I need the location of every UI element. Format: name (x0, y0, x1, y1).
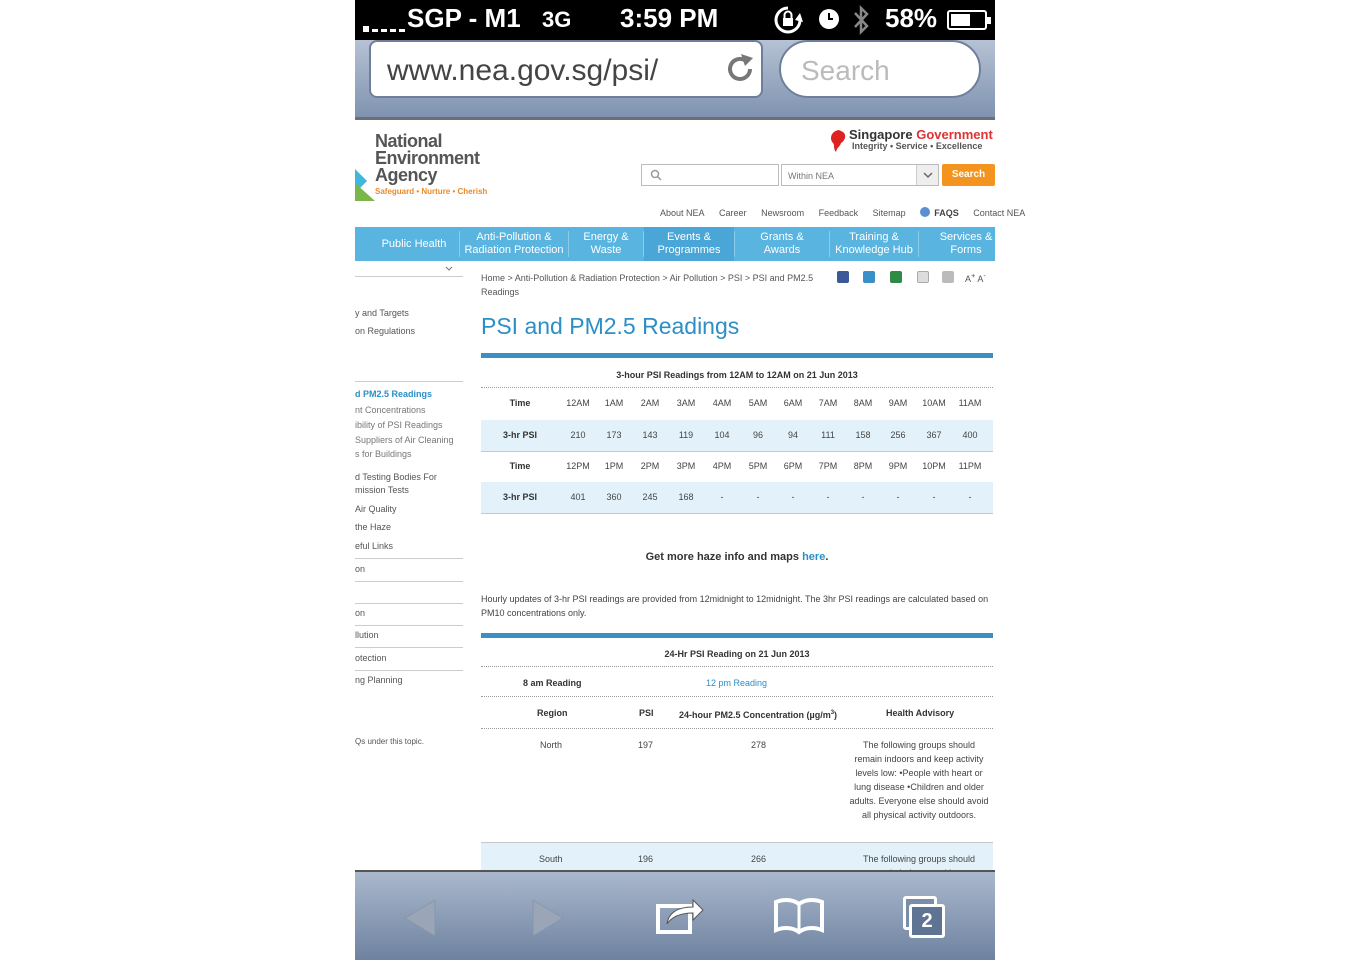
carrier-label: SGP - M1 (407, 3, 521, 33)
time-cell: 12AM (566, 398, 590, 408)
clock: 3:59 PM (620, 3, 719, 33)
psi-value-cell: - (896, 492, 900, 502)
tab-8am-reading[interactable]: 8 am Reading (523, 678, 582, 688)
region-cell: South (539, 854, 563, 864)
table-top-bar (481, 633, 993, 638)
col-health-advisory: Health Advisory (886, 708, 955, 718)
pm25-cell: 278 (751, 740, 767, 750)
print-icon[interactable] (942, 271, 954, 283)
time-cell: 2PM (640, 461, 660, 471)
link-feedback[interactable]: Feedback (818, 208, 859, 218)
alarm-icon (818, 8, 840, 30)
sidebar-item[interactable]: on (355, 564, 366, 574)
time-cell: 3PM (676, 461, 696, 471)
psi-value-cell: - (756, 492, 760, 502)
sidebar-item-active[interactable]: d PM2.5 Readings (355, 389, 433, 399)
link-about[interactable]: About NEA (660, 208, 705, 218)
nea-logo-text[interactable]: National Environment Agency (375, 131, 480, 185)
network-label: 3G (542, 7, 572, 32)
advisory-cell: The following groups should remain indoors and keep activity levels low: •People with heart or lung disease •Children and older adults. Everyone else should avoid all physical activity outdoors. (849, 740, 989, 820)
signal-strength-icon (363, 14, 408, 30)
psi-value-cell: - (720, 492, 724, 502)
time-cell: 9AM (888, 398, 908, 408)
psi-cell: 197 (638, 740, 654, 750)
psi-value-cell: 173 (606, 430, 622, 440)
psi-value-cell: 401 (570, 492, 586, 502)
share-icon[interactable] (655, 894, 705, 936)
psi-value-cell: 96 (752, 430, 763, 440)
psi-value-cell: 367 (926, 430, 942, 440)
sidebar-item[interactable]: on (355, 608, 366, 618)
psi-value-cell: 168 (678, 492, 694, 502)
battery-icon (947, 10, 987, 30)
chevron-down-icon (916, 165, 938, 185)
time-cell: 10PM (922, 461, 946, 471)
time-cell: 5PM (748, 461, 768, 471)
time-cell: 11PM (958, 461, 982, 471)
time-cell: 4AM (712, 398, 732, 408)
time-cell: 9PM (888, 461, 908, 471)
psi-value-cell: - (861, 492, 865, 502)
battery-percent: 58% (885, 3, 938, 33)
table-row (481, 482, 993, 513)
sidebar-faq-note[interactable]: Qs under this topic. (355, 737, 424, 746)
time-cell: 8PM (853, 461, 873, 471)
time-cell: 6PM (783, 461, 803, 471)
haze-info: Get more haze info and maps here. (645, 551, 829, 563)
psi-value-cell: 111 (821, 430, 835, 440)
table-row (481, 388, 993, 419)
sidebar-item[interactable]: otection (355, 653, 387, 663)
time-cell: 6AM (783, 398, 803, 408)
bookmarks-icon[interactable] (773, 898, 825, 934)
sidebar-subitem[interactable]: s for Buildings (355, 449, 412, 459)
region-cell: North (540, 740, 563, 750)
sidebar-item[interactable]: llution (355, 630, 379, 640)
web-page (355, 123, 1026, 870)
psi-value-cell: 119 (678, 430, 694, 440)
psi-label: 3-hr PSI (502, 492, 537, 502)
search-scope-select[interactable]: Within NEA (781, 164, 939, 186)
sidebar-item[interactable]: mission Tests (355, 485, 409, 495)
nav-grants[interactable]: Grants & Awards (760, 231, 804, 256)
psi-value-cell: 94 (787, 430, 798, 440)
link-career[interactable]: Career (719, 208, 747, 218)
table-top-bar (481, 353, 993, 358)
nav-public-health[interactable]: Public Health (381, 237, 447, 250)
col-region: Region (537, 708, 568, 718)
chevron-down-icon (445, 266, 453, 272)
time-cell: 1AM (604, 398, 624, 408)
share-icon[interactable] (890, 271, 902, 283)
hourly-note: Hourly updates of 3-hr PSI readings are provided from 12midnight to 12midnight. The 3hr PSI readings are calculated based on PM10 concentrations only. (481, 594, 989, 618)
nav-services[interactable]: Services & Forms (939, 231, 993, 256)
table-caption: 24-Hr PSI Reading on 21 Jun 2013 (664, 649, 810, 659)
psi-value-cell: 104 (714, 430, 730, 440)
link-faqs[interactable]: FAQS (920, 208, 959, 218)
sidebar-item[interactable]: ng Planning (355, 675, 403, 685)
psi-value-cell: - (791, 492, 795, 502)
table-caption: 3-hour PSI Readings from 12AM to 12AM on 21 Jun 2013 (616, 370, 858, 380)
psi-value-cell: - (968, 492, 972, 502)
nea-logo-mark-green (355, 183, 375, 201)
browser-toolbar (355, 870, 995, 960)
sidebar-subitem[interactable]: ibility of PSI Readings (355, 420, 443, 430)
link-contact[interactable]: Contact NEA (973, 208, 1026, 218)
nav-anti-pollution[interactable]: Anti-Pollution & Radiation Protection (464, 231, 564, 256)
time-cell: 11AM (958, 398, 982, 408)
page-title: PSI and PM2.5 Readings (481, 313, 740, 339)
address-field[interactable] (369, 40, 763, 98)
singapore-government-title: Singapore Government (849, 127, 993, 142)
bluetooth-icon (851, 4, 871, 36)
text-size-icon[interactable]: A+ A- (965, 271, 986, 284)
psi-value-cell: - (932, 492, 936, 502)
phone-screen (355, 0, 1026, 960)
sidebar-item[interactable]: eful Links (355, 541, 394, 551)
psi-value-cell: 158 (855, 430, 871, 440)
facebook-icon[interactable] (837, 271, 849, 283)
time-cell: 12PM (566, 461, 590, 471)
tab-12pm-reading[interactable]: 12 pm Reading (706, 678, 768, 688)
col-pm25: 24-hour PM2.5 Concentration $(\mu g/m^3)$ (679, 710, 838, 720)
tabs-icon[interactable] (903, 896, 945, 938)
time-cell: 7PM (818, 461, 838, 471)
search-icon (650, 169, 662, 181)
table-row (481, 451, 993, 482)
forward-icon[interactable] (531, 898, 565, 938)
col-psi: PSI (639, 708, 654, 718)
psi-cell: 196 (638, 854, 654, 864)
lock-rotation-icon (772, 5, 804, 35)
psi-value-cell: 245 (642, 492, 658, 502)
sidebar-item[interactable]: d Testing Bodies For (355, 472, 437, 482)
time-cell: 1PM (604, 461, 624, 471)
psi-value-cell: - (826, 492, 830, 502)
table-row (481, 420, 993, 451)
site-search-input[interactable] (641, 164, 779, 186)
search-placeholder: Search (801, 55, 890, 86)
sidebar-subitem[interactable]: nt Concentrations (355, 405, 426, 415)
faq-icon (920, 207, 930, 217)
nav-energy-waste[interactable]: Energy & Waste (583, 231, 629, 256)
status-bar (355, 0, 995, 40)
reload-icon[interactable] (723, 52, 757, 86)
time-cell: 7AM (818, 398, 838, 408)
tab-count: 2 (909, 904, 945, 938)
time-cell: 8AM (853, 398, 873, 408)
pm25-cell: 266 (751, 854, 767, 864)
time-label: Time (509, 461, 531, 471)
link-sitemap[interactable]: Sitemap (872, 208, 906, 218)
nea-tagline: Safeguard • Nurture • Cherish (375, 187, 488, 196)
haze-info-link[interactable]: here (802, 551, 826, 563)
time-label: Time (509, 398, 531, 408)
advisory-cell: The following groups should (862, 854, 976, 864)
breadcrumb[interactable]: Home > Anti-Pollution & Radiation Protection > Air Pollution > PSI > PSI and PM2.5 Readings (481, 273, 814, 297)
browser-search-field[interactable] (779, 40, 981, 98)
back-icon[interactable] (403, 898, 437, 938)
sidebar-item[interactable]: on Regulations (355, 326, 416, 336)
singapore-government-tagline: Integrity • Service • Excellence (852, 141, 983, 151)
time-cell: 3AM (676, 398, 696, 408)
email-icon[interactable] (917, 271, 929, 283)
nav-training[interactable]: Training & Knowledge Hub (835, 231, 913, 256)
time-cell: 4PM (712, 461, 732, 471)
top-links (660, 207, 1037, 218)
nav-events[interactable]: Events & Programmes (644, 227, 734, 261)
url-text: www.nea.gov.sg/psi/ (387, 54, 659, 87)
sidebar-item[interactable]: y and Targets (355, 308, 409, 318)
main-nav (355, 227, 995, 261)
link-newsroom[interactable]: Newsroom (761, 208, 805, 218)
psi-label: 3-hr PSI (502, 430, 537, 440)
singapore-lion-icon (827, 129, 849, 153)
psi-value-cell: 143 (642, 430, 658, 440)
sidebar-item[interactable]: Air Quality (355, 504, 397, 514)
site-search-button[interactable]: Search (942, 164, 995, 186)
psi-value-cell: 360 (606, 492, 622, 502)
time-cell: 10AM (922, 398, 946, 408)
psi-value-cell: 400 (962, 430, 978, 440)
browser-url-bar (355, 40, 995, 120)
sidebar-item[interactable]: the Haze (355, 522, 392, 532)
psi-value-cell: 256 (890, 430, 906, 440)
psi-value-cell: 210 (570, 430, 586, 440)
time-cell: 2AM (640, 398, 660, 408)
time-cell: 5AM (748, 398, 768, 408)
twitter-icon[interactable] (863, 271, 875, 283)
sidebar-subitem[interactable]: Suppliers of Air Cleaning (355, 435, 454, 445)
